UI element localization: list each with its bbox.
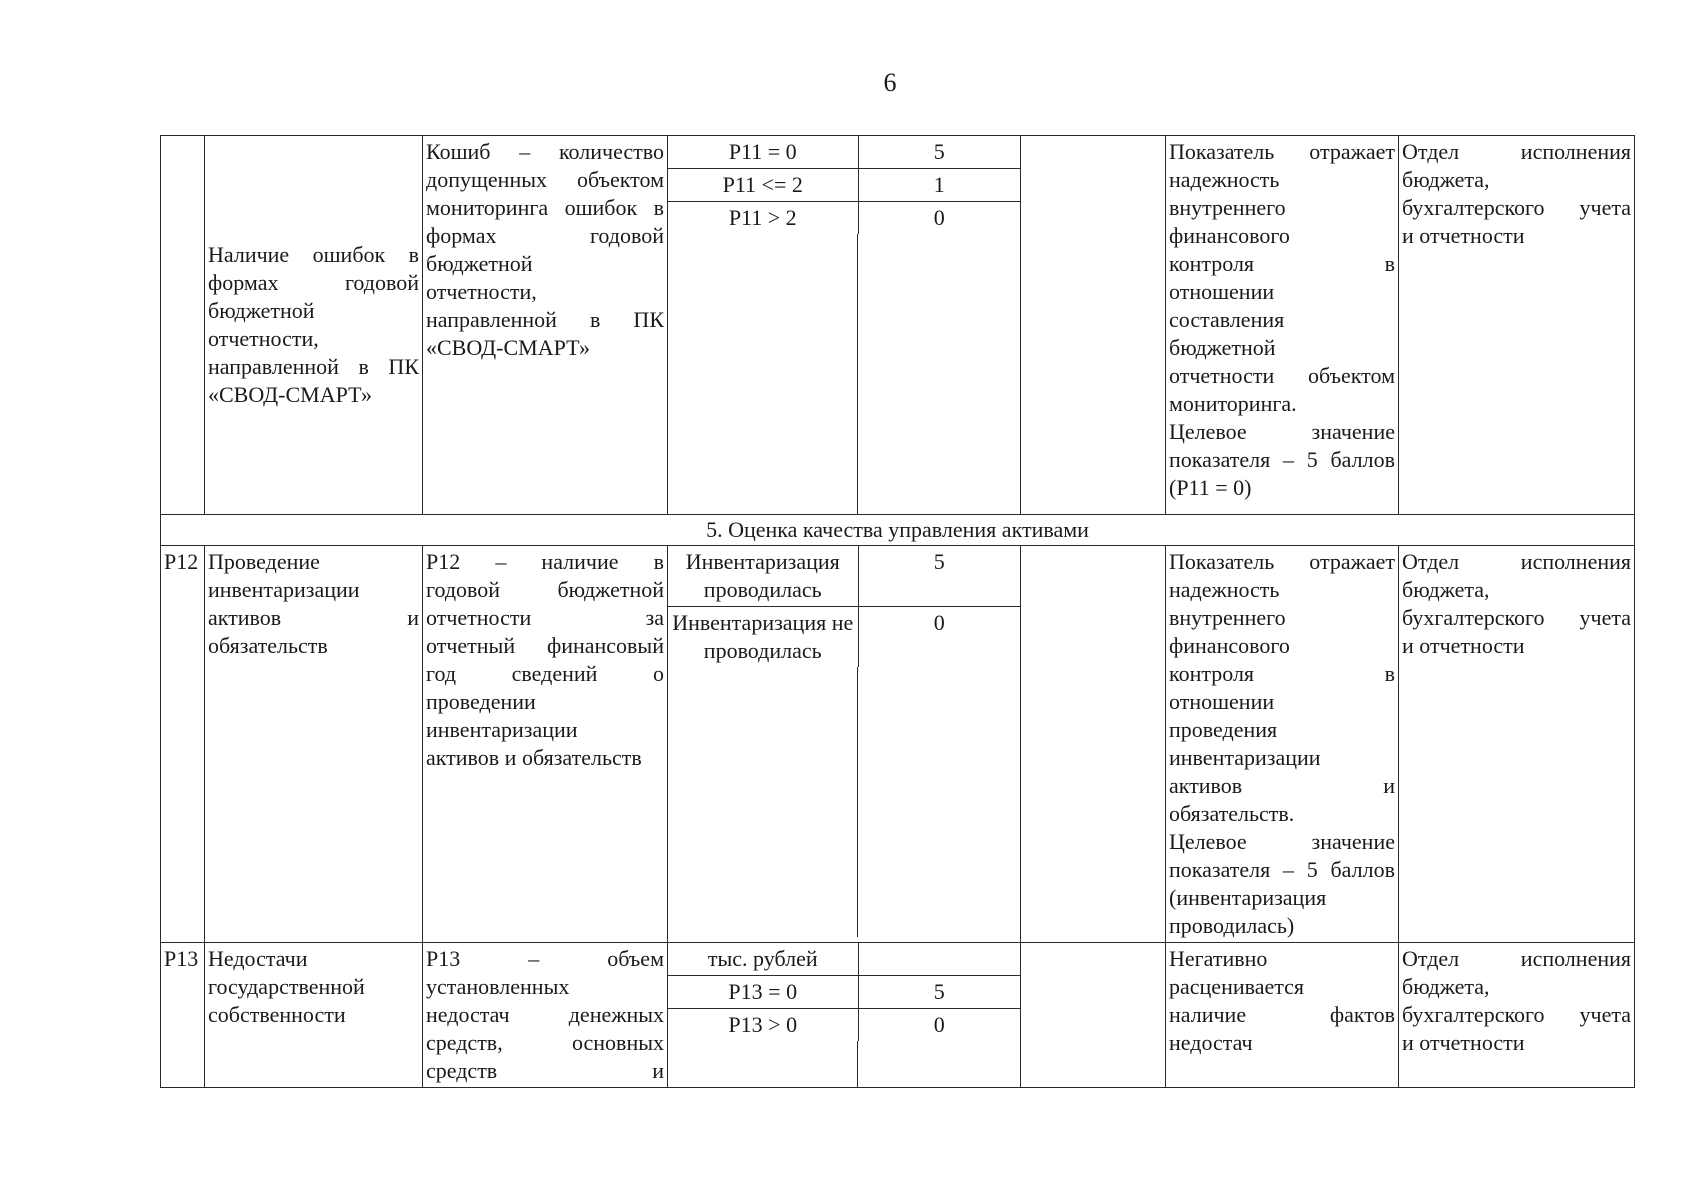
criteria-cell <box>668 136 1021 515</box>
criteria-score: 0 <box>933 1012 945 1037</box>
description-line: Целевое значение <box>1169 829 1395 854</box>
formula-line: годовой бюджетной <box>426 577 664 602</box>
responsible-line: Отдел исполнения <box>1402 946 1631 971</box>
row-code <box>161 136 205 515</box>
formula-line: отчетности за <box>426 605 664 630</box>
criteria-unit-row <box>668 943 1020 976</box>
formula-line: недостач денежных <box>426 1002 664 1027</box>
description-line: Показатель отражает <box>1169 139 1395 164</box>
row-code: P12 <box>161 546 205 943</box>
formula-line: установленных <box>426 974 570 999</box>
description-line: отчетности объектом <box>1169 363 1395 388</box>
criteria-unit: тыс. рублей <box>668 943 858 976</box>
criteria-subtable <box>668 546 1020 667</box>
criteria-condition: P11 = 0 <box>668 136 858 169</box>
formula-line: год сведений о <box>426 661 664 686</box>
indicator-name <box>205 136 423 515</box>
criteria-score: 5 <box>858 136 1020 169</box>
description-line: (инвентаризация <box>1169 885 1327 910</box>
description-line: отношении <box>1169 689 1275 714</box>
responsible-line: Отдел исполнения <box>1402 549 1631 574</box>
criteria-score: 1 <box>858 169 1020 202</box>
name-line: бюджетной <box>208 298 315 323</box>
formula-line: P13 – объем <box>426 946 664 971</box>
description-line: Показатель отражает <box>1169 549 1395 574</box>
indicator-name <box>205 546 423 943</box>
description-line: недостач <box>1169 1030 1253 1055</box>
responsible-line: и отчетности <box>1402 1030 1525 1055</box>
indicator-formula <box>423 546 668 943</box>
description-line: (P11 = 0) <box>1169 475 1252 500</box>
name-line: инвентаризации <box>208 577 360 602</box>
responsible-line: бюджета, <box>1402 974 1490 999</box>
criteria-score: 0 <box>933 610 945 635</box>
name-line: обязательств <box>208 633 328 658</box>
criteria-row <box>668 202 1020 235</box>
formula-line: отчетный финансовый <box>426 633 664 658</box>
responsible-line: бюджета, <box>1402 167 1490 192</box>
indicator-description <box>1166 943 1399 1088</box>
name-line: государственной <box>208 974 365 999</box>
description-line: контроля в <box>1169 661 1395 686</box>
formula-line: отчетности, <box>426 279 537 304</box>
formula-line: инвентаризации <box>426 717 578 742</box>
description-line: внутреннего <box>1169 195 1286 220</box>
criteria-row <box>668 607 1020 668</box>
criteria-condition: Инвентаризация проводилась <box>668 546 858 607</box>
formula-line: допущенных объектом <box>426 167 664 192</box>
page-number: 6 <box>883 68 897 97</box>
description-line: проведения <box>1169 717 1278 742</box>
criteria-condition: P11 <= 2 <box>668 169 858 202</box>
description-line: отношении <box>1169 279 1275 304</box>
description-line: проводилась) <box>1169 913 1295 938</box>
indicator-name <box>205 943 423 1088</box>
criteria-row <box>668 976 1020 1009</box>
responsible-line: и отчетности <box>1402 633 1525 658</box>
indicator-formula <box>423 943 668 1088</box>
note-cell <box>1021 943 1166 1088</box>
responsible-line: бухгалтерского учета <box>1402 195 1631 220</box>
formula-line: проведении <box>426 689 536 714</box>
name-line: отчетности, <box>208 326 319 351</box>
name-line: Наличие ошибок в <box>208 242 419 267</box>
section-title: 5. Оценка качества управления активами <box>161 515 1635 546</box>
name-line: направленной в ПК <box>208 354 419 379</box>
note-cell <box>1021 546 1166 943</box>
description-line: активов и <box>1169 773 1395 798</box>
criteria-row <box>668 1009 1020 1042</box>
formula-line: средств и <box>426 1058 664 1083</box>
formula-line: P12 – наличие в <box>426 549 664 574</box>
responsible-unit <box>1399 546 1635 943</box>
criteria-condition: P11 > 2 <box>668 202 858 235</box>
formula-line: бюджетной <box>426 251 533 276</box>
criteria-subtable <box>668 943 1020 1041</box>
description-line: расценивается <box>1169 974 1305 999</box>
name-line: собственности <box>208 1002 346 1027</box>
criteria-cell <box>668 943 1021 1088</box>
description-line: финансового <box>1169 633 1290 658</box>
section-row <box>161 515 1635 546</box>
description-line: надежность <box>1169 167 1280 192</box>
responsible-line: бухгалтерского учета <box>1402 605 1631 630</box>
criteria-table <box>160 135 1635 1088</box>
formula-line: формах годовой <box>426 223 664 248</box>
name-line: формах годовой <box>208 270 419 295</box>
responsible-line: бухгалтерского учета <box>1402 1002 1631 1027</box>
description-line: показателя – 5 баллов <box>1169 857 1395 882</box>
criteria-row <box>668 136 1020 169</box>
criteria-score: 0 <box>933 205 945 230</box>
description-line: мониторинга. <box>1169 391 1297 416</box>
description-line: Негативно <box>1169 946 1268 971</box>
description-line: контроля в <box>1169 251 1395 276</box>
responsible-line: и отчетности <box>1402 223 1525 248</box>
description-line: наличие фактов <box>1169 1002 1395 1027</box>
criteria-row <box>668 546 1020 607</box>
description-line: бюджетной <box>1169 335 1276 360</box>
table-row-p11 <box>161 136 1635 515</box>
description-line: надежность <box>1169 577 1280 602</box>
criteria-score: 5 <box>858 546 1020 607</box>
formula-line: Кошиб – количество <box>426 139 664 164</box>
criteria-condition: P13 > 0 <box>668 1009 858 1042</box>
criteria-condition: Инвентаризация не проводилась <box>668 607 858 668</box>
criteria-condition: P13 = 0 <box>668 976 858 1009</box>
description-line: внутреннего <box>1169 605 1286 630</box>
indicator-formula <box>423 136 668 515</box>
responsible-line: Отдел исполнения <box>1402 139 1631 164</box>
note-cell <box>1021 136 1166 515</box>
formula-line: мониторинга ошибок в <box>426 195 664 220</box>
indicator-description <box>1166 546 1399 943</box>
criteria-row <box>668 169 1020 202</box>
criteria-cell <box>668 546 1021 943</box>
formula-line: направленной в ПК <box>426 307 664 332</box>
table-row-p13 <box>161 943 1635 1088</box>
name-line: «СВОД-СМАРТ» <box>208 382 372 407</box>
criteria-score: 5 <box>858 976 1020 1009</box>
formula-line: активов и обязательств <box>426 745 642 770</box>
description-line: финансового <box>1169 223 1290 248</box>
name-line: активов и <box>208 605 419 630</box>
table-row-p12 <box>161 546 1635 943</box>
formula-line: средств, основных <box>426 1030 664 1055</box>
responsible-unit <box>1399 136 1635 515</box>
description-line: показателя – 5 баллов <box>1169 447 1395 472</box>
name-line: Недостачи <box>208 946 308 971</box>
description-line: инвентаризации <box>1169 745 1321 770</box>
indicator-description <box>1166 136 1399 515</box>
description-line: составления <box>1169 307 1285 332</box>
row-code: P13 <box>161 943 205 1088</box>
criteria-subtable <box>668 136 1020 234</box>
responsible-line: бюджета, <box>1402 577 1490 602</box>
description-line: обязательств. <box>1169 801 1295 826</box>
description-line: Целевое значение <box>1169 419 1395 444</box>
formula-line: «СВОД-СМАРТ» <box>426 335 590 360</box>
responsible-unit <box>1399 943 1635 1088</box>
criteria-unit-score <box>858 943 1020 976</box>
name-line: Проведение <box>208 549 320 574</box>
